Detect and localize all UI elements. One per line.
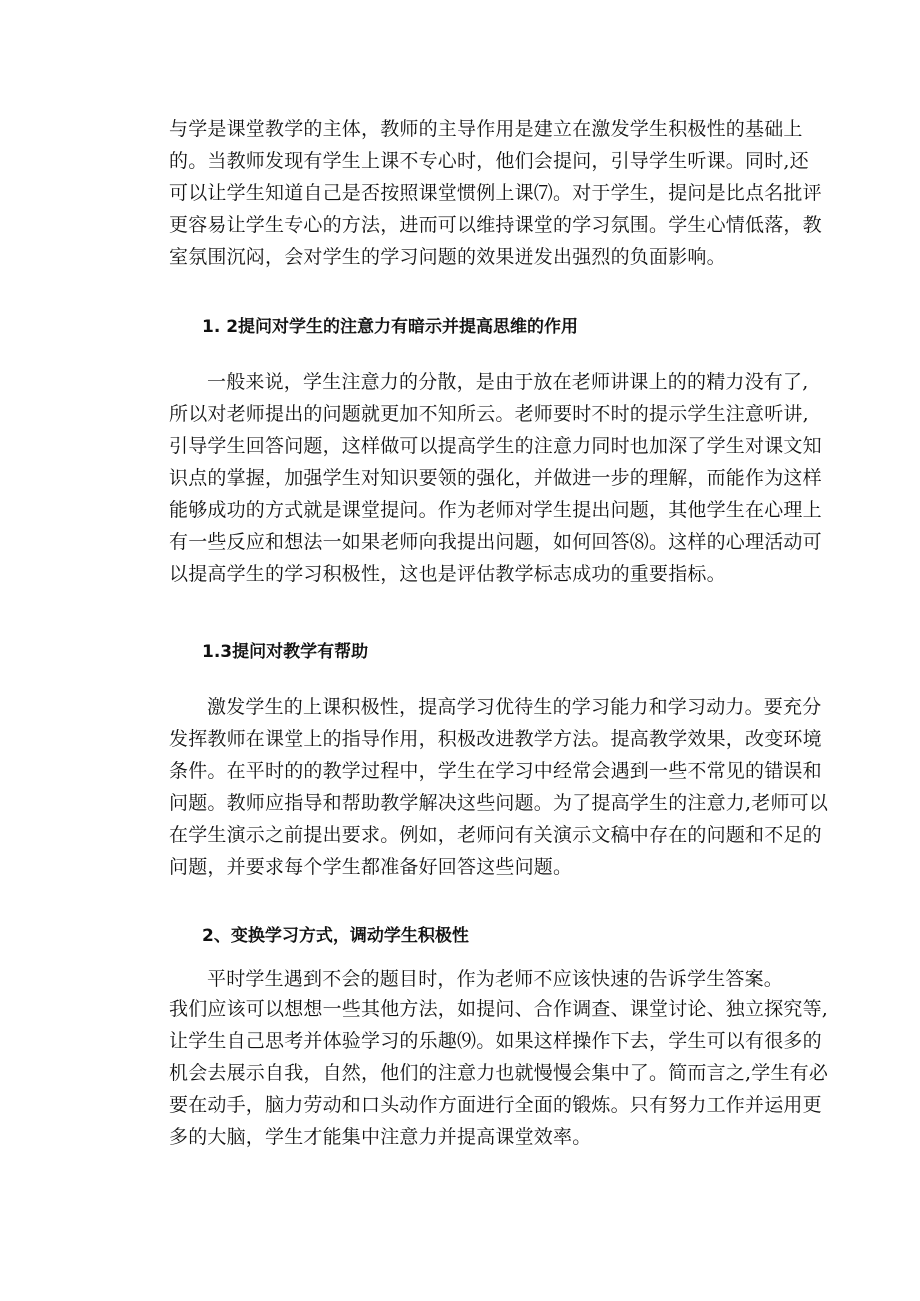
paragraph4-line-3: 让学生自己思考并体验学习的乐趣⑼。如果这样操作下去，学生可以有很多的 bbox=[169, 1030, 822, 1052]
paragraph4-line-5: 要在动手，脑力劳动和口头动作方面进行全面的锻炼。只有努力工作并运用更 bbox=[169, 1094, 822, 1116]
paragraph3-line-6: 问题，并要求每个学生都准备好回答这些问题。 bbox=[169, 856, 573, 878]
section-heading-1-3: 1.3提问对教学有帮助 bbox=[202, 642, 369, 662]
paragraph4-line-1: 平时学生遇到不会的题目时，作为老师不应该快速的告诉学生答案。 bbox=[207, 968, 784, 990]
paragraph2-line-2: 所以对老师提出的问题就更加不知所云。老师要时不时的提示学生注意听讲, bbox=[169, 403, 809, 425]
paragraph4-line-4: 机会去展示自我，自然，他们的注意力也就慢慢会集中了。简而言之,学生有必 bbox=[169, 1062, 829, 1084]
paragraph4-line-2: 我们应该可以想想一些其他方法，如提问、合作调查、课堂讨论、独立探究等, bbox=[169, 998, 829, 1020]
section-heading-1-2: 1. 2提问对学生的注意力有暗示并提高思维的作用 bbox=[202, 317, 579, 337]
paragraph1-line-2: 的。当教师发现有学生上课不专心时，他们会提问，引导学生听课。同时,还 bbox=[169, 150, 809, 172]
paragraph3-line-1: 激发学生的上课积极性，提高学习优待生的学习能力和学习动力。要充分 bbox=[207, 696, 822, 718]
paragraph2-line-7: 以提高学生的学习积极性，这也是评估教学标志成功的重要指标。 bbox=[169, 563, 726, 585]
paragraph1-line-4: 更容易让学生专心的方法，进而可以维持课堂的学习氛围。学生心情低落，教 bbox=[169, 214, 822, 236]
paragraph3-line-2: 发挥教师在课堂上的指导作用，积极改进教学方法。提高教学效果，改变环境 bbox=[169, 728, 822, 750]
paragraph1-line-1: 与学是课堂教学的主体，教师的主导作用是建立在激发学生积极性的基础上 bbox=[169, 118, 803, 140]
paragraph3-line-3: 条件。在平时的的教学过程中，学生在学习中经常会遇到一些不常见的错误和 bbox=[169, 760, 822, 782]
paragraph3-line-4: 问题。教师应指导和帮助教学解决这些问题。为了提高学生的注意力,老师可以 bbox=[169, 792, 829, 814]
paragraph2-line-1: 一般来说，学生注意力的分散，是由于放在老师讲课上的的精力没有了, bbox=[207, 371, 809, 393]
paragraph3-line-5: 在学生演示之前提出要求。例如，老师问有关演示文稿中存在的问题和不足的 bbox=[169, 824, 822, 846]
section-heading-2: 2、变换学习方式，调动学生积极性 bbox=[202, 926, 469, 946]
paragraph2-line-6: 有一些反应和想法一如果老师向我提出问题，如何回答⑻。这样的心理活动可 bbox=[169, 531, 822, 553]
paragraph2-line-5: 能够成功的方式就是课堂提问。作为老师对学生提出问题，其他学生在心理上 bbox=[169, 499, 822, 521]
paragraph1-line-5: 室氛围沉闷，会对学生的学习问题的效果迸发出强烈的负面影响。 bbox=[169, 246, 726, 268]
paragraph2-line-4: 识点的掌握，加强学生对知识要领的强化，并做进一步的理解，而能作为这样 bbox=[169, 467, 822, 489]
paragraph1-line-3: 可以让学生知道自己是否按照课堂惯例上课⑺。对于学生，提问是比点名批评 bbox=[169, 182, 822, 204]
paragraph4-line-6: 多的大脑，学生才能集中注意力并提高课堂效率。 bbox=[169, 1126, 592, 1148]
paragraph2-line-3: 引导学生回答问题，这样做可以提高学生的注意力同时也加深了学生对课文知 bbox=[169, 435, 822, 457]
